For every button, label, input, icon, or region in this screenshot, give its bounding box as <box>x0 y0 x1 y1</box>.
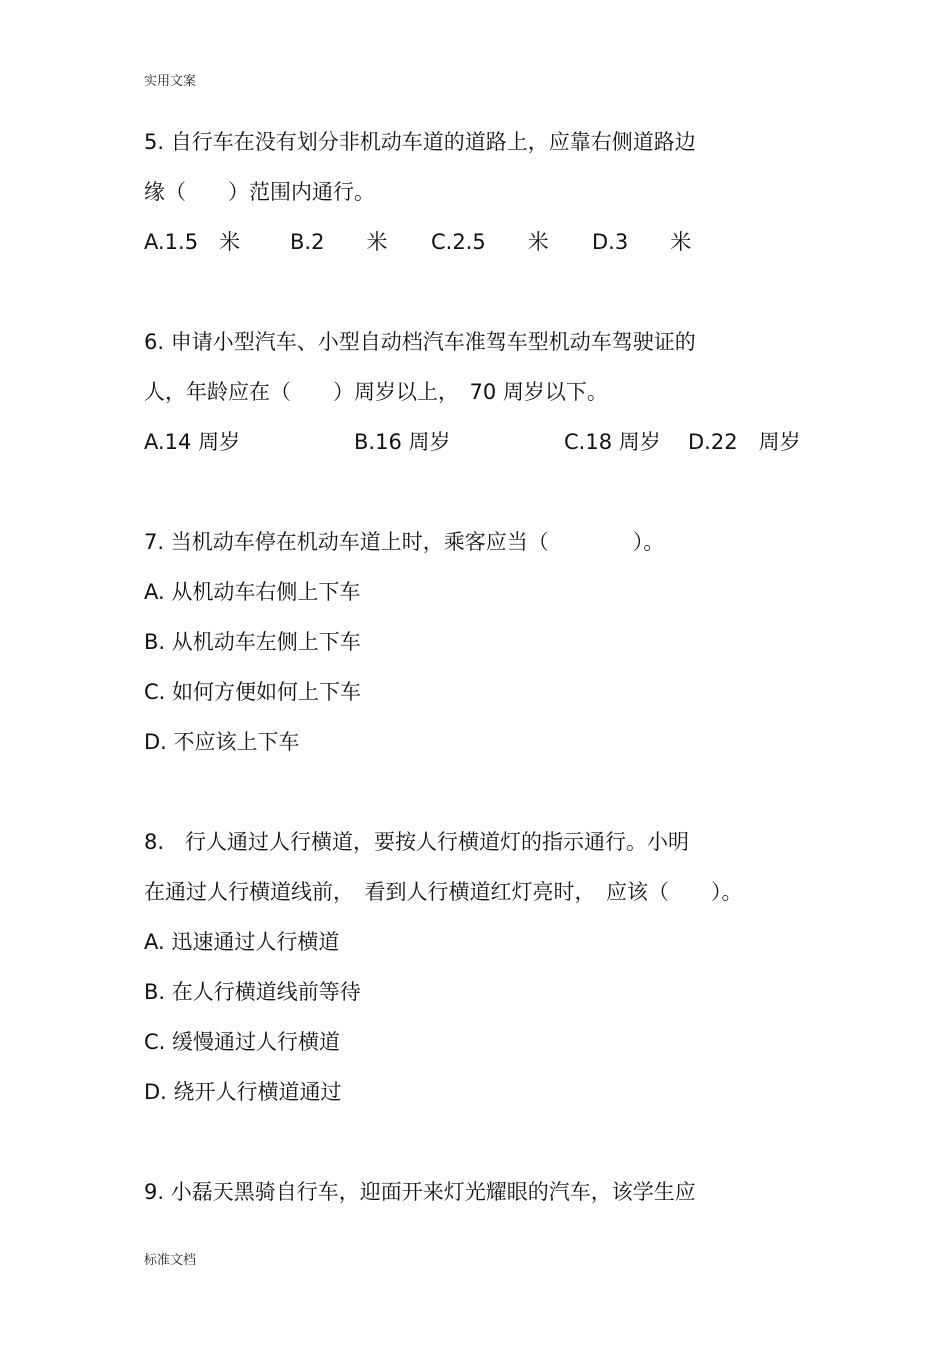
question-5-option-c: C.2.5 米 <box>431 230 549 254</box>
question-6-option-d: D.22 周岁 <box>688 430 801 454</box>
page-footer-label: 标准文档 <box>144 1253 197 1268</box>
question-9-line-1: 9. 小磊天黑骑自行车，迎面开来灯光耀眼的汽车，该学生应 <box>144 1180 696 1204</box>
question-5-line-2: 缘（ ）范围内通行。 <box>144 180 375 204</box>
question-8-option-b: B. 在人行横道线前等待 <box>144 980 361 1004</box>
question-6-line-2: 人，年龄应在（ ）周岁以上， 70 周岁以下。 <box>144 380 608 404</box>
question-5-option-d: D.3 米 <box>592 230 692 254</box>
question-8-line-2: 在通过人行横道线前， 看到人行横道红灯亮时， 应该（ ）。 <box>144 880 743 904</box>
question-5-option-b: B.2 米 <box>290 230 388 254</box>
question-7-option-d: D. 不应该上下车 <box>144 730 300 754</box>
question-5-line-1: 5. 自行车在没有划分非机动车道的道路上，应靠右侧道路边 <box>144 130 696 154</box>
page-header-label: 实用文案 <box>144 74 197 89</box>
question-7-line-1: 7. 当机动车停在机动车道上时，乘客应当（ ）。 <box>144 530 665 554</box>
question-7-option-a: A. 从机动车右侧上下车 <box>144 580 361 604</box>
question-8-option-a: A. 迅速通过人行横道 <box>144 930 340 954</box>
question-5-option-a: A.1.5 米 <box>144 230 241 254</box>
question-8-line-1: 8. 行人通过人行横道，要按人行横道灯的指示通行。小明 <box>144 830 690 854</box>
question-6-line-1: 6. 申请小型汽车、小型自动档汽车准驾车型机动车驾驶证的 <box>144 330 696 354</box>
question-7-option-c: C. 如何方便如何上下车 <box>144 680 362 704</box>
question-6-option-b: B.16 周岁 <box>354 430 451 454</box>
question-6-option-c: C.18 周岁 <box>564 430 661 454</box>
question-6-option-a: A.14 周岁 <box>144 430 241 454</box>
question-7-option-b: B. 从机动车左侧上下车 <box>144 630 361 654</box>
question-8-option-c: C. 缓慢通过人行横道 <box>144 1030 341 1054</box>
question-8-option-d: D. 绕开人行横道通过 <box>144 1080 342 1104</box>
